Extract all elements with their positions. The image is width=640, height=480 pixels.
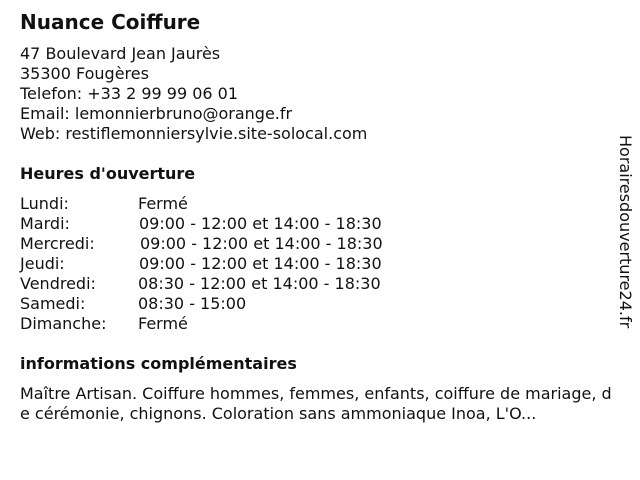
address-city: 35300 Fougères: [20, 64, 149, 83]
hours-row-mercredi: [20, 234, 460, 254]
day-label: Vendredi:: [20, 274, 96, 293]
info-description: Maître Artisan. Coiffure hommes, femmes, enfants, coiffure de mariage, de cérémonie, chignons. Coloration sans ammoniaque Inoa, L'O...: [20, 384, 612, 423]
watermark-text: Horairesdouverture24.fr: [616, 135, 635, 329]
hours-value: 09:00 - 12:00 et 14:00 - 18:30: [139, 254, 382, 273]
hours-row-mardi: [20, 214, 460, 234]
hours-value: Fermé: [138, 314, 188, 333]
hours-row-dimanche: [20, 314, 460, 334]
email-address[interactable]: Email: lemonnierbruno@orange.fr: [20, 104, 293, 123]
hours-row-vendredi: [20, 274, 460, 294]
day-label: Jeudi:: [20, 254, 65, 273]
hours-value: 08:30 - 12:00 et 14:00 - 18:30: [138, 274, 381, 293]
hours-row-lundi: [20, 194, 460, 214]
hours-value: 08:30 - 15:00: [138, 294, 247, 313]
contact-block: [20, 44, 367, 144]
phone-number[interactable]: Telefon: +33 2 99 99 06 01: [20, 84, 239, 103]
address-street: 47 Boulevard Jean Jaurès: [20, 44, 221, 63]
hours-value: 09:00 - 12:00 et 14:00 - 18:30: [140, 234, 383, 253]
website-link[interactable]: Web: restiflemonniersylvie.site-solocal.com: [20, 124, 368, 143]
day-label: Samedi:: [20, 294, 86, 313]
day-label: Mardi:: [20, 214, 70, 233]
business-name: Nuance Coiffure: [20, 10, 201, 34]
hours-row-samedi: [20, 294, 460, 314]
hours-row-jeudi: [20, 254, 460, 274]
info-heading: informations complémentaires: [20, 354, 297, 373]
hours-heading: Heures d'ouverture: [20, 164, 196, 183]
hours-value: Fermé: [138, 194, 188, 213]
day-label: Lundi:: [20, 194, 69, 213]
hours-value: 09:00 - 12:00 et 14:00 - 18:30: [139, 214, 382, 233]
day-label: Dimanche:: [20, 314, 107, 333]
day-label: Mercredi:: [20, 234, 95, 253]
opening-hours-table: [20, 194, 460, 334]
